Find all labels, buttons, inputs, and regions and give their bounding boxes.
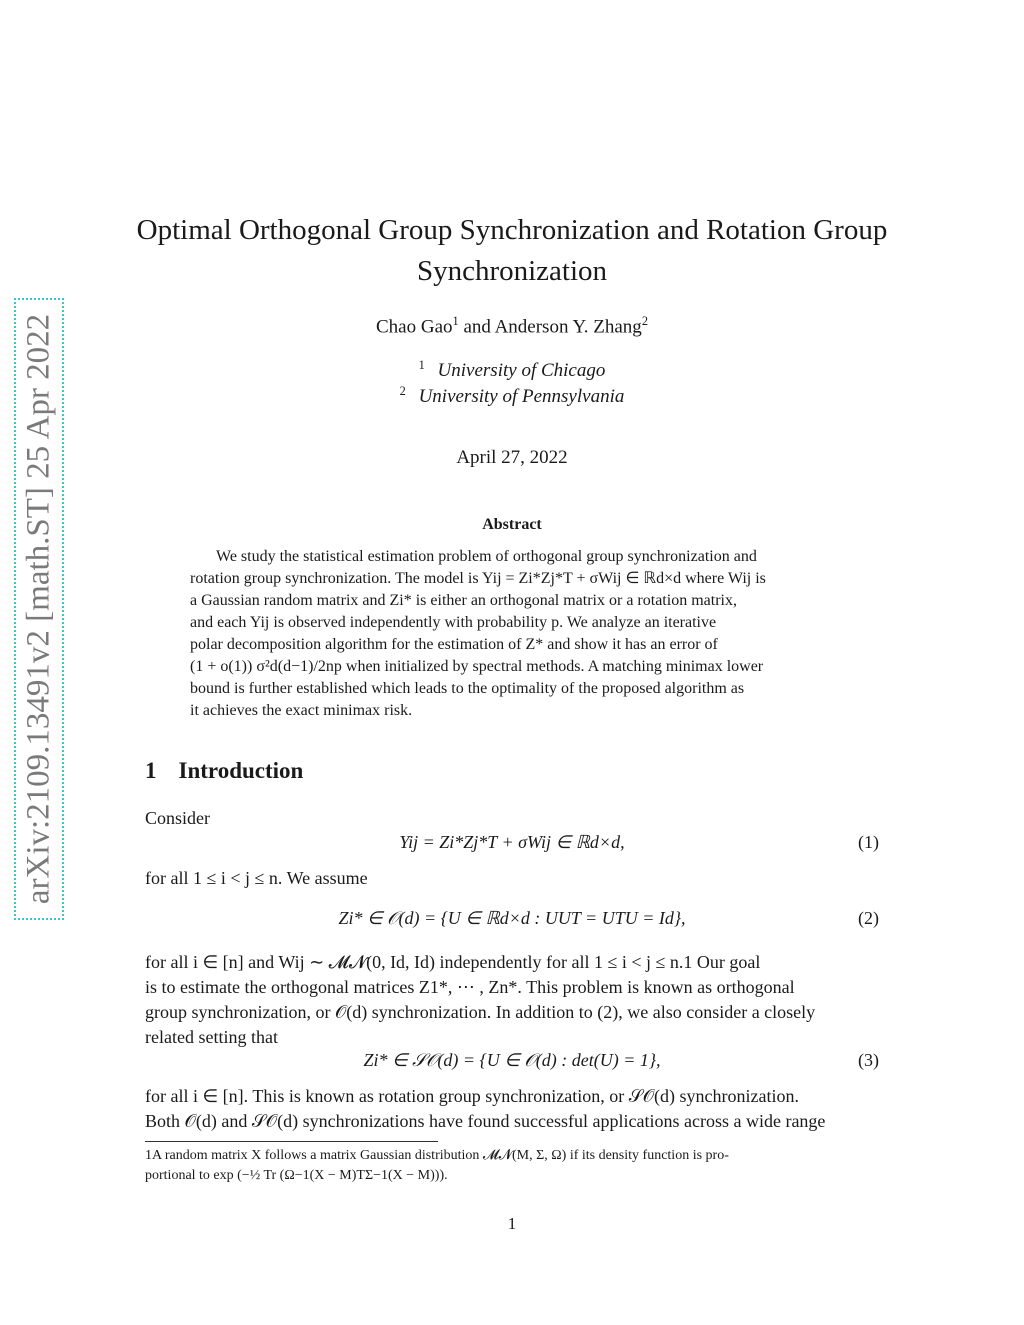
- paper-date: April 27, 2022: [456, 447, 568, 468]
- body-line: related setting that: [145, 1027, 278, 1047]
- footnote-line: portional to exp (−½ Tr (Ω−1(X − M)TΣ−1(X − M))).: [145, 1168, 448, 1183]
- arxiv-stamp: [14, 298, 64, 920]
- abstract-line: bound is further established which leads to the optimality of the proposed algorithm as: [190, 680, 745, 697]
- equation-1-tag: (1): [858, 832, 879, 852]
- author-1: Chao Gao: [376, 316, 453, 338]
- author-2-mark: 2: [641, 314, 648, 328]
- footnote: [145, 1146, 879, 1186]
- equation-3: [145, 1050, 879, 1076]
- affiliation-1-mark: 1: [418, 358, 425, 372]
- abstract-line: and each Yij is observed independently with probability p. We analyze an iterative: [190, 614, 717, 631]
- arxiv-identifier[interactable]: arXiv:2109.13491v2 [math.ST] 25 Apr 2022: [20, 313, 57, 905]
- abstract-body: [190, 546, 834, 722]
- body-line: for all i ∈ [n]. This is known as rotation group synchronization, or 𝒮𝒪(d) synchronization.: [145, 1086, 799, 1106]
- body-line: group synchronization, or 𝒪(d) synchronization. In addition to (2), we also consider a closely: [145, 1002, 816, 1022]
- equation-2-tag: (2): [858, 908, 879, 928]
- abstract-line: a Gaussian random matrix and Zi* is either an orthogonal matrix or a rotation matrix,: [190, 592, 737, 609]
- equation-1-math: Yij = Zi*Zj*T + σWij ∈ ℝd×d,: [399, 832, 625, 852]
- body-line: Both 𝒪(d) and 𝒮𝒪(d) synchronizations have found successful applications across a wide range: [145, 1111, 826, 1131]
- footnote-rule: [145, 1141, 438, 1142]
- author-connector: and: [463, 316, 491, 338]
- body-line: for all i ∈ [n] and Wij ∼ 𝓜𝓝(0, Id, Id) independently for all 1 ≤ i < j ≤ n.1 Our goal: [145, 952, 761, 972]
- paragraph-assume: for all 1 ≤ i < j ≤ n. We assume: [145, 868, 368, 888]
- author-line: [130, 314, 894, 338]
- equation-1: [145, 832, 879, 858]
- affiliation-2-name: University of Pennsylvania: [418, 386, 625, 408]
- equation-2: [145, 908, 879, 934]
- abstract-line: We study the statistical estimation problem of orthogonal group synchronization and: [216, 548, 757, 565]
- section-heading: [145, 758, 303, 784]
- paragraph-main: [145, 950, 879, 1050]
- author-1-mark: 1: [452, 314, 459, 328]
- section-number: 1: [145, 758, 157, 783]
- affiliation-2: [130, 384, 894, 408]
- footnote-line: 1A random matrix X follows a matrix Gaussian distribution 𝓜𝓝(M, Σ, Ω) if its density function is pro-: [145, 1148, 729, 1163]
- abstract-line: (1 + o(1)) σ²d(d−1)/2np when initialized by spectral methods. A matching minimax lower: [190, 658, 764, 675]
- abstract-line: polar decomposition algorithm for the estimation of Z* and show it has an error of: [190, 636, 718, 653]
- body-line: is to estimate the orthogonal matrices Z1*, ⋯ , Zn*. This problem is known as orthogonal: [145, 977, 795, 997]
- affiliation-2-mark: 2: [399, 384, 406, 398]
- paragraph-consider: Consider: [145, 808, 210, 828]
- section-title: Introduction: [178, 758, 304, 783]
- affiliation-1: [130, 358, 894, 382]
- paper-title: Optimal Orthogonal Group Synchronization and Rotation Group Synchronization: [136, 214, 888, 287]
- equation-3-tag: (3): [858, 1050, 879, 1070]
- page-number: 1: [507, 1214, 517, 1233]
- abstract-line: it achieves the exact minimax risk.: [190, 702, 413, 719]
- equation-3-math: Zi* ∈ 𝒮𝒪(d) = {U ∈ 𝒪(d) : det(U) = 1},: [363, 1050, 661, 1070]
- affiliation-1-name: University of Chicago: [437, 360, 606, 382]
- paragraph-after: [145, 1084, 879, 1134]
- equation-2-math: Zi* ∈ 𝒪(d) = {U ∈ ℝd×d : UUT = UTU = Id},: [338, 908, 686, 928]
- author-2: Anderson Y. Zhang: [494, 316, 642, 338]
- abstract-line: rotation group synchronization. The model is Yij = Zi*Zj*T + σWij ∈ ℝd×d where Wij is: [190, 570, 766, 587]
- abstract-heading: Abstract: [482, 516, 542, 533]
